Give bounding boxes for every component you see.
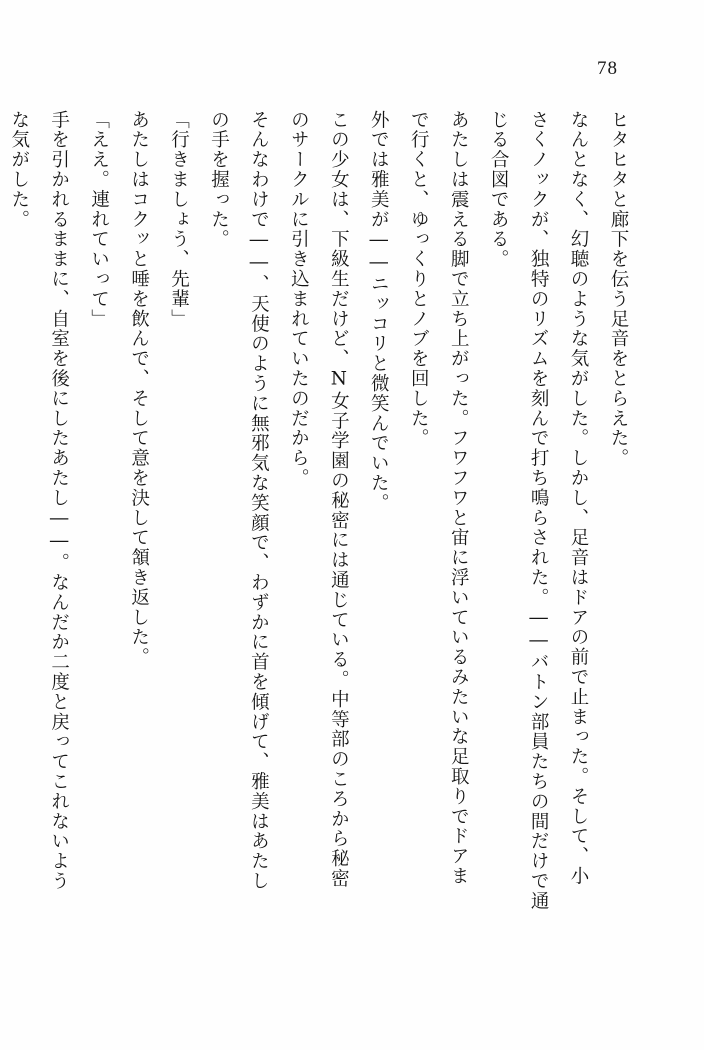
paragraph: あたしはコクッと唾を飲んで、そして意を決して頷き返した。	[128, 110, 150, 668]
paragraph: で行くと、ゆっくりとノブを回した。	[408, 110, 430, 449]
paragraph: 外では雅美が――ニッコリと微笑んでいた。	[368, 110, 390, 513]
paragraph: あたしは震える脚で立ち上がった。フワフワと宙に浮いているみたいな足取りでドアま	[448, 110, 470, 887]
paragraph: 「行きましょう、先輩」	[168, 110, 190, 329]
body-text	[0, 110, 638, 1000]
paragraph: 手を引かれるままに、自室を後にしたあたし――。なんだか二度と戻ってこれないよう	[48, 110, 70, 892]
paragraph: の手を握った。	[208, 110, 230, 250]
paragraph: なんとなく、幻聴のような気がした。しかし、足音はドアの前で止まった。そして、小	[568, 110, 590, 887]
paragraph: さくノックが、独特のリズムを刻んで打ち鳴らされた。――バトン部員たちの間だけで通	[528, 110, 550, 911]
paragraph: ヒタヒタと廊下を伝う足音をとらえた。	[608, 110, 629, 469]
paragraph: じる合図である。	[488, 110, 510, 270]
paragraph: な気がした。	[8, 110, 30, 230]
paragraph: この少女は、下級生だけど、N女子学園の秘密には通じている。中等部のころから秘密	[328, 110, 350, 889]
paragraph: 「ええ。連れていって」	[88, 110, 110, 329]
paragraph: のサークルに引き込まれていたのだから。	[288, 110, 310, 489]
page-number: 78	[597, 58, 618, 79]
paragraph: そんなわけで――、天使のように無邪気な笑顔で、わずかに首を傾げて、雅美はあたし	[248, 110, 270, 892]
